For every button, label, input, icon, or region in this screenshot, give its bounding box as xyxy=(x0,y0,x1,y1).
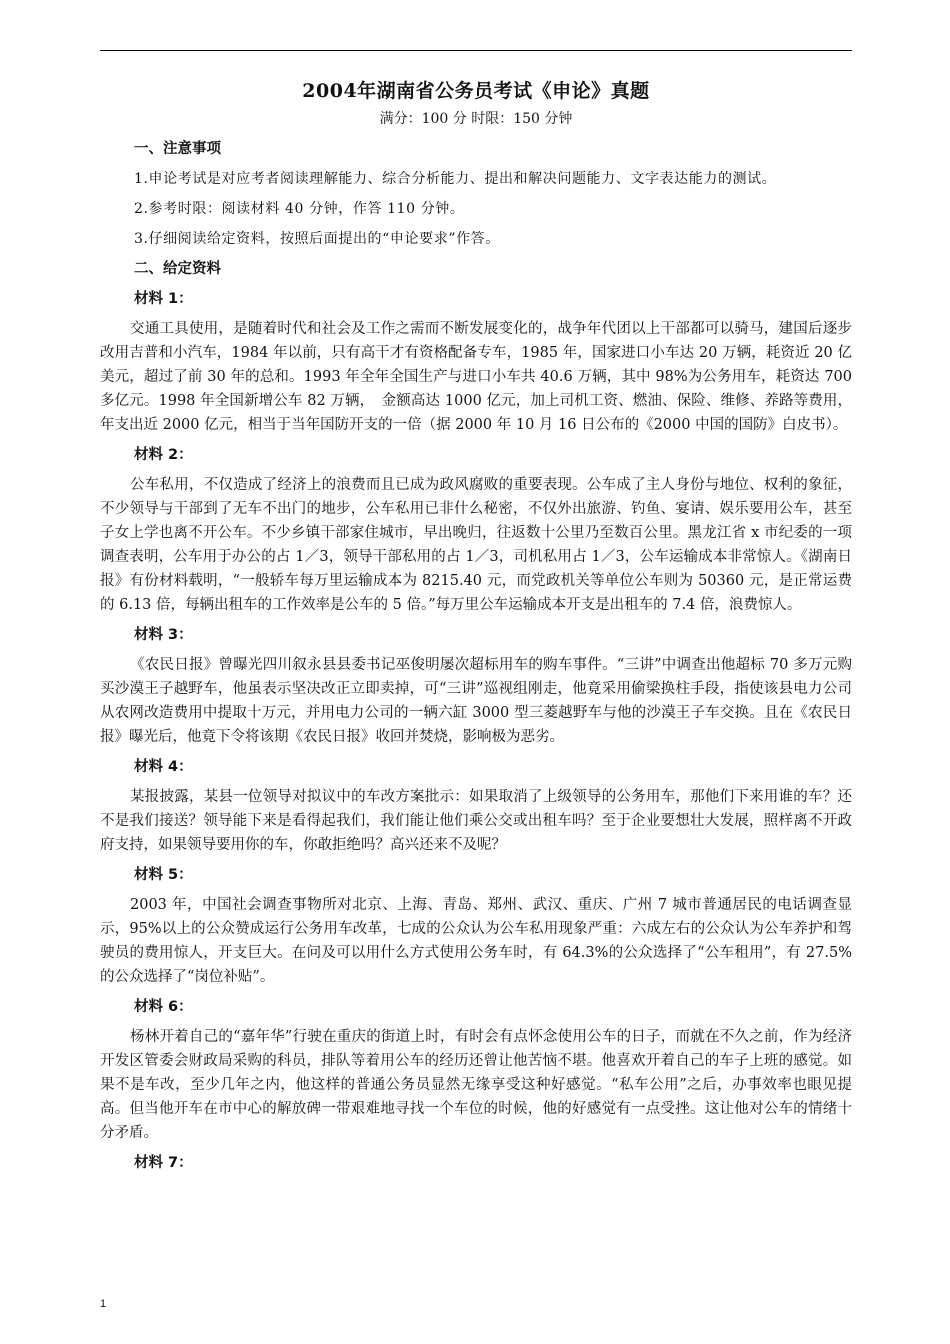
material-text: 2003 年，中国社会调查事物所对北京、上海、青岛、郑州、武汉、重庆、广州 7 城市普通居民的电话调查显示，95%以上的公众赞成运行公务用车改革，七成的公众认为公车私用现象严重：六成左右的公众认为公车养护和驾驶员的费用惊人，开支巨大。在问及可以用什么方式使用公务车时，有 64.3%的公众选择了“公车租用”，有 27.5%的公众选择了“岗位补贴”。 xyxy=(100,897,852,985)
material-text: 《农民日报》曾曝光四川叙永县县委书记巫俊明屡次超标用车的购车事件。“三讲”中调查出他超标 70 多万元购买沙漠王子越野车，他虽表示坚决改正立即卖掉，可“三讲”巡视组刚走，他竟采用偷梁换柱手段，指使该县电力公司从农网改造费用中提取十万元，并用电力公司的一辆六缸 3000 型三菱越野车与他的沙漠王子车交换。且在《农民日报》曝光后，他竟下令将该期《农民日报》收回并焚烧，影响极为恶劣。 xyxy=(100,657,852,745)
material-label: 材料 6： xyxy=(134,999,193,1015)
note-item: 2.参考时限：阅读材料 40 分钟，作答 110 分钟。 xyxy=(134,201,465,217)
document-body xyxy=(100,78,852,1181)
header-rule xyxy=(100,50,852,51)
section-heading-notes: 一、注意事项 xyxy=(134,141,221,157)
material-text: 杨林开着自己的“嘉年华”行驶在重庆的街道上时，有时会有点怀念使用公车的日子，而就在不久之前，作为经济开发区管委会财政局采购的科员，排队等着用公车的经历还曾让他苦恼不堪。他喜欢开着自己的车子上班的感觉。如果不是车改，至少几年之内，他这样的普通公务员显然无缘享受这种好感觉。“私车公用”之后，办事效率也眼见提高。但当他开车在市中心的解放碑一带艰难地寻找一个车位的时候，他的好感觉有一点受挫。这让他对公车的情绪十分矛盾。 xyxy=(100,1029,852,1141)
material-label: 材料 4： xyxy=(134,759,193,775)
section-heading-materials: 二、给定资料 xyxy=(134,261,221,277)
document-title: 2004年湖南省公务员考试《申论》真题 xyxy=(302,80,650,102)
material-text: 交通工具使用，是随着时代和社会及工作之需而不断发展变化的，战争年代团以上干部都可以骑马，建国后逐步改用吉普和小汽车，1984 年以前，只有高干才有资格配备专车，1985 年，国家进口小车达 20 万辆，耗资近 20 亿美元，超过了前 30 年的总和。1993 年全年全国生产与进口小车共 40.6 万辆，其中 98%为公务用车，耗资达 700 多亿元。1998 年全国新增公车 82 万辆， 金额高达 1000 亿元，加上司机工资、燃油、保险、维修、养路等费用，年支出近 2000 亿元，相当于当年国防开支的一倍（据 2000 年 10 月 16 日公布的《2000 中国的国防》白皮书）。 xyxy=(100,321,852,433)
material-label: 材料 3： xyxy=(134,627,193,643)
page-number: 1 xyxy=(100,1298,107,1310)
exam-info: 满分：100 分 时限：150 分钟 xyxy=(379,111,573,127)
material-text: 某报披露，某县一位领导对拟议中的车改方案批示：如果取消了上级领导的公务用车，那他们下来用谁的车？还不是我们接送？领导能下来是看得起我们，我们能让他们乘公交或出租车吗？至于企业要想壮大发展，照样离不开政府支持，如果领导要用你的车，你敢拒绝吗？高兴还来不及呢？ xyxy=(100,789,852,853)
material-label: 材料 1： xyxy=(134,291,193,307)
material-label: 材料 5： xyxy=(134,867,193,883)
material-label: 材料 7： xyxy=(134,1155,193,1171)
note-item: 3.仔细阅读给定资料，按照后面提出的“申论要求”作答。 xyxy=(134,231,500,247)
material-text: 公车私用，不仅造成了经济上的浪费而且已成为政风腐败的重要表现。公车成了主人身份与地位、权利的象征，不少领导与干部到了无车不出门的地步，公车私用已非什么秘密，不仅外出旅游、钓鱼、宴请、娱乐要用公车，甚至子女上学也离不开公车。不少乡镇干部家住城市，早出晚归，往返数十公里乃至数百公里。黑龙江省 x 市纪委的一项调查表明，公车用于办公的占 1／3，领导干部私用的占 1／3，司机私用占 1／3，公车运输成本非常惊人。《湖南日报》有份材料载明，“一般轿车每万里运输成本为 8215.40 元，而党政机关等单位公车则为 50360 元，是正常运费的 6.13 倍，每辆出租车的工作效率是公车的 5 倍。”每万里公车运输成本开支是出租车的 7.4 倍，浪费惊人。 xyxy=(100,477,852,613)
note-item: 1.申论考试是对应考者阅读理解能力、综合分析能力、提出和解决问题能力、文字表达能力的测试。 xyxy=(134,171,777,187)
material-label: 材料 2： xyxy=(134,447,193,463)
